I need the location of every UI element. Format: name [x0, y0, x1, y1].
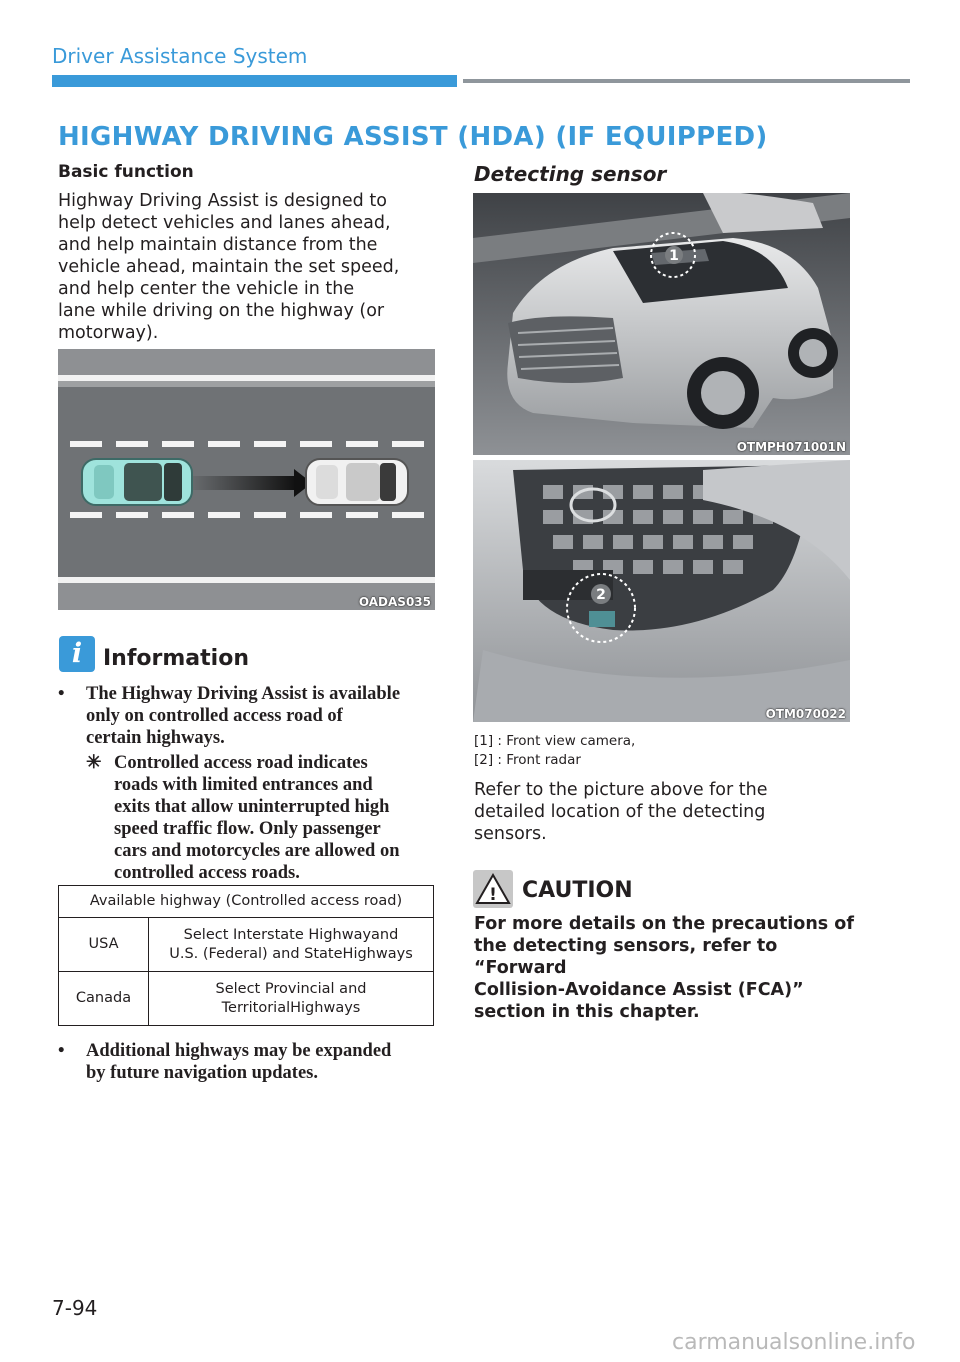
text-line: Controlled access road indicates — [114, 753, 368, 773]
text-line: and help center the vehicle in the — [58, 279, 355, 299]
text-line: vehicle ahead, maintain the set speed, — [58, 257, 400, 277]
table-header-row — [59, 886, 434, 918]
text-line: and help maintain distance from the — [58, 235, 378, 255]
highway-lane-illustration — [58, 349, 435, 610]
figure-code: OTM070022 — [765, 707, 846, 721]
radar-marker-label: 2 — [596, 587, 606, 603]
information-icon — [59, 636, 95, 672]
highway-availability-table — [58, 885, 434, 1026]
text-line: only on controlled access road of — [86, 706, 343, 726]
table-row — [59, 972, 434, 1026]
text-line: help detect vehicles and lanes ahead, — [58, 213, 391, 233]
text-line: detailed location of the detecting — [474, 802, 766, 822]
information-bullet-1 — [58, 683, 438, 753]
section-title: HIGHWAY DRIVING ASSIST (HDA) (IF EQUIPPED) — [58, 122, 768, 152]
figure-code: OADAS035 — [358, 595, 431, 609]
information-title: Information — [103, 646, 249, 671]
text-line: lane while driving on the highway (or — [58, 301, 385, 321]
table-cell-country: USA — [59, 918, 149, 972]
vehicle-front-camera-illustration — [473, 193, 850, 455]
legend-front-camera: [1] : Front view camera, — [474, 733, 636, 749]
information-note — [86, 752, 438, 886]
warning-triangle — [473, 870, 513, 908]
text-line: controlled access roads. — [114, 863, 300, 883]
information-glyph: i — [71, 638, 83, 669]
legend-front-radar: [2] : Front radar — [474, 752, 581, 768]
table-header: Available highway (Controlled access road) — [59, 886, 434, 918]
road-graphic — [58, 349, 435, 610]
text-line: Select Provincial and — [215, 980, 367, 997]
text-line: roads with limited entrances and — [114, 775, 373, 795]
car-graphic — [473, 193, 850, 455]
text-line: certain highways. — [86, 728, 225, 748]
text-line: motorway). — [58, 323, 159, 343]
table-cell-country: Canada — [59, 972, 149, 1026]
text-line: cars and motorcycles are allowed on — [114, 841, 400, 861]
text-line: Collision-Avoidance Assist (FCA)” — [474, 980, 804, 1000]
table-cell-highways — [149, 972, 434, 1026]
basic-function-text — [58, 190, 443, 344]
page-number: 7-94 — [52, 1296, 98, 1320]
text-line: For more details on the precautions of — [474, 914, 854, 934]
basic-function-heading: Basic function — [58, 162, 194, 182]
leading-car — [306, 459, 408, 505]
camera-marker-label: 1 — [669, 248, 679, 264]
text-line: section in this chapter. — [474, 1002, 700, 1022]
warning-glyph: ! — [489, 885, 497, 905]
text-line: speed traffic flow. Only passenger — [114, 819, 381, 839]
text-line: Select Interstate Highwayand — [183, 926, 399, 943]
caution-title: CAUTION — [522, 878, 633, 903]
text-line: The Highway Driving Assist is available — [86, 684, 401, 704]
text-line: TerritorialHighways — [221, 999, 361, 1016]
table-row — [59, 918, 434, 972]
front-radar-illustration — [473, 460, 850, 722]
text-line: the detecting sensors, refer to “Forward — [474, 936, 778, 978]
header-section-title: Driver Assistance System — [52, 44, 308, 68]
sensor-location-text — [474, 779, 854, 845]
table-cell-highways — [149, 918, 434, 972]
text-line: U.S. (Federal) and StateHighways — [169, 945, 413, 962]
text-line: Additional highways may be expanded — [86, 1041, 392, 1061]
grille-graphic — [473, 460, 850, 722]
following-car — [82, 459, 192, 505]
text-line: Refer to the picture above for the — [474, 780, 768, 800]
text-line: sensors. — [474, 824, 547, 844]
header-rule — [463, 79, 910, 83]
watermark: carmanualsonline.info — [672, 1330, 916, 1355]
header-accent-bar — [52, 75, 457, 87]
asterisk-icon: ✳ — [86, 753, 102, 773]
information-bullet-2 — [58, 1040, 438, 1086]
bullet-dot: • — [58, 1041, 65, 1061]
text-line: Highway Driving Assist is designed to — [58, 191, 387, 211]
caution-text — [474, 913, 859, 1023]
figure-code: OTMPH071001N — [736, 440, 846, 454]
bullet-dot: • — [58, 684, 65, 704]
warning-icon — [473, 870, 513, 908]
detecting-sensor-heading: Detecting sensor — [474, 162, 667, 186]
text-line: by future navigation updates. — [86, 1063, 318, 1083]
text-line: exits that allow uninterrupted high — [114, 797, 390, 817]
